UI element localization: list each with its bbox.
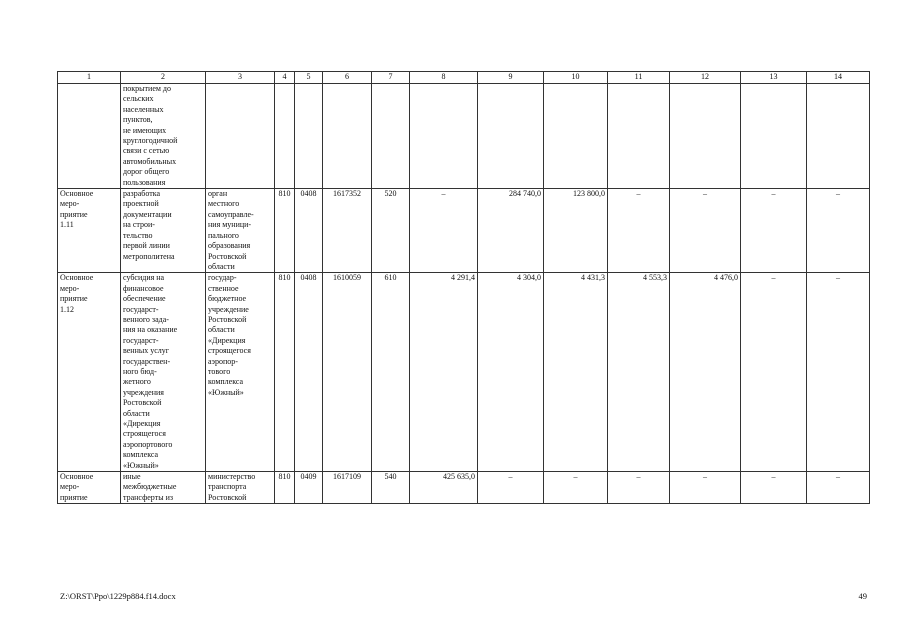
cell-value-10: – xyxy=(544,472,608,504)
cell-value-10: 123 800,0 xyxy=(544,189,608,273)
cell-grbs xyxy=(275,84,295,189)
header-col-6: 6 xyxy=(323,72,372,84)
cell-value-13 xyxy=(741,84,807,189)
table-row xyxy=(58,189,870,273)
footer-file-path: Z:\ORST\Ppo\1229p884.f14.docx xyxy=(60,591,176,601)
cell-value-8: – xyxy=(410,189,478,273)
cell-executor: государ- ственное бюджетное учреждение Ростовской области «Дирекция строящегося аэропор- тового комплекса «Южный» xyxy=(206,273,275,472)
cell-description: субсидия на финансовое обеспечение государст- венного зада- ния на оказание государст- венных услуг государствен- ного бюд- жетного учреждения Ростовской области «Дирекция строящегося аэропортового комплекса «Южный» xyxy=(121,273,206,472)
cell-description: иные межбюджетные трансферты из xyxy=(121,472,206,504)
cell-grbs: 810 xyxy=(275,273,295,472)
cell-value-12: – xyxy=(670,189,741,273)
header-col-5: 5 xyxy=(295,72,323,84)
header-col-3: 3 xyxy=(206,72,275,84)
cell-value-8: 4 291,4 xyxy=(410,273,478,472)
cell-value-11: – xyxy=(608,472,670,504)
cell-csr: 1617109 xyxy=(323,472,372,504)
cell-value-14 xyxy=(807,84,870,189)
header-row xyxy=(58,72,870,84)
cell-value-12: – xyxy=(670,472,741,504)
cell-value-10 xyxy=(544,84,608,189)
cell-event: Основное меро- приятие 1.12 xyxy=(58,273,121,472)
cell-executor: орган местного самоуправле- ния муници- пального образования Ростовской области xyxy=(206,189,275,273)
table-row xyxy=(58,472,870,504)
cell-vr: 610 xyxy=(372,273,410,472)
cell-value-9: 284 740,0 xyxy=(478,189,544,273)
table-row xyxy=(58,273,870,472)
cell-value-13: – xyxy=(741,273,807,472)
cell-event: Основное меро- приятие 1.11 xyxy=(58,189,121,273)
cell-grbs: 810 xyxy=(275,189,295,273)
cell-rzpr: 0409 xyxy=(295,472,323,504)
cell-value-9: 4 304,0 xyxy=(478,273,544,472)
cell-value-10: 4 431,3 xyxy=(544,273,608,472)
cell-grbs: 810 xyxy=(275,472,295,504)
header-col-8: 8 xyxy=(410,72,478,84)
cell-value-13: – xyxy=(741,189,807,273)
cell-executor xyxy=(206,84,275,189)
header-col-4: 4 xyxy=(275,72,295,84)
cell-value-13: – xyxy=(741,472,807,504)
cell-value-11: – xyxy=(608,189,670,273)
cell-value-11: 4 553,3 xyxy=(608,273,670,472)
cell-rzpr: 0408 xyxy=(295,273,323,472)
table-header xyxy=(58,72,870,84)
cell-description: покрытием до сельских населенных пунктов, не имеющих круглогодичной связи с сетью автомобильных дорог общего пользования xyxy=(121,84,206,189)
cell-value-12 xyxy=(670,84,741,189)
cell-description: разработка проектной документации на строи- тельство первой линии метрополитена xyxy=(121,189,206,273)
cell-value-11 xyxy=(608,84,670,189)
header-col-12: 12 xyxy=(670,72,741,84)
cell-csr xyxy=(323,84,372,189)
cell-vr: 540 xyxy=(372,472,410,504)
cell-value-8 xyxy=(410,84,478,189)
cell-value-14: – xyxy=(807,472,870,504)
cell-value-14: – xyxy=(807,273,870,472)
cell-vr xyxy=(372,84,410,189)
page-number: 49 xyxy=(858,591,867,601)
header-col-11: 11 xyxy=(608,72,670,84)
cell-value-14: – xyxy=(807,189,870,273)
cell-csr: 1610059 xyxy=(323,273,372,472)
budget-table xyxy=(57,71,870,504)
header-col-1: 1 xyxy=(58,72,121,84)
header-col-2: 2 xyxy=(121,72,206,84)
cell-csr: 1617352 xyxy=(323,189,372,273)
cell-rzpr xyxy=(295,84,323,189)
cell-vr: 520 xyxy=(372,189,410,273)
cell-event xyxy=(58,84,121,189)
cell-value-8: 425 635,0 xyxy=(410,472,478,504)
header-col-13: 13 xyxy=(741,72,807,84)
table-row xyxy=(58,84,870,189)
cell-event: Основное меро- приятие xyxy=(58,472,121,504)
header-col-10: 10 xyxy=(544,72,608,84)
cell-rzpr: 0408 xyxy=(295,189,323,273)
header-col-14: 14 xyxy=(807,72,870,84)
table-body xyxy=(58,84,870,504)
cell-value-12: 4 476,0 xyxy=(670,273,741,472)
header-col-7: 7 xyxy=(372,72,410,84)
cell-value-9 xyxy=(478,84,544,189)
header-col-9: 9 xyxy=(478,72,544,84)
cell-value-9: – xyxy=(478,472,544,504)
cell-executor: министерство транспорта Ростовской xyxy=(206,472,275,504)
